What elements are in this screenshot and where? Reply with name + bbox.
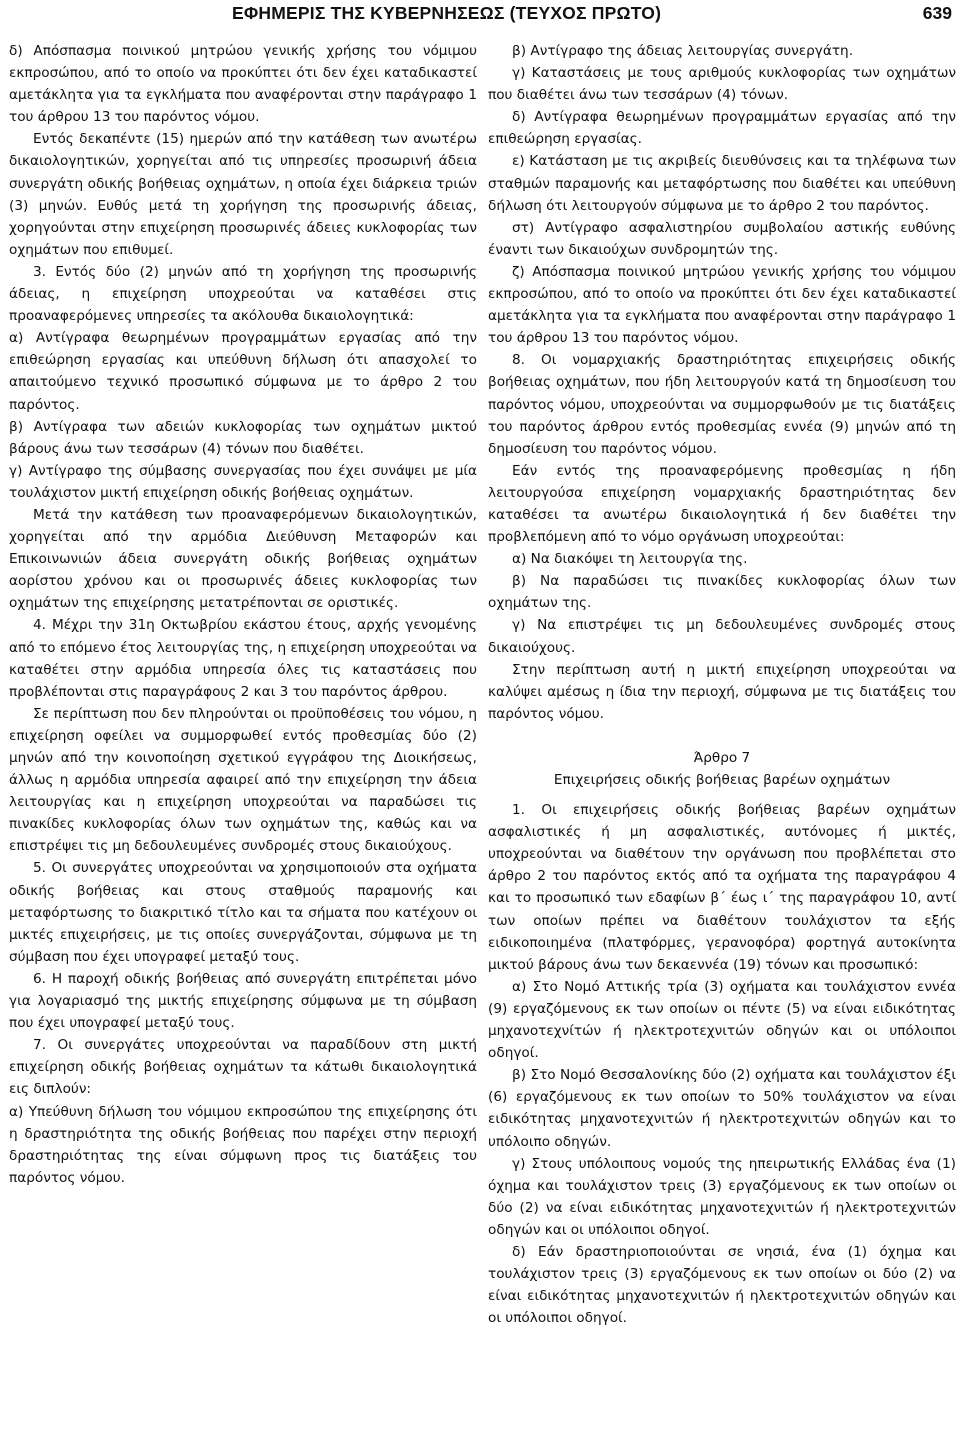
right-column: [488, 40, 956, 1425]
article-number: Άρθρο 7: [693, 749, 751, 766]
paragraph: 8. Οι νομαρχιακής δραστηριότητας επιχειρήσεις οδικής βοήθειας οχημάτων, που ήδη λειτουργούν κατά τη δημοσίευση του παρόντος νόμου, υποχρεούνται να συμμορφωθούν με τις διατάξεις του παρόντος άρθρου εντός προθεσμίας εννέα (9) μηνών από τη δημοσίευση του παρόντος νόμου.: [488, 352, 956, 457]
paragraph: α) Στο Νομό Αττικής τρία (3) οχήματα και τουλάχιστον εννέα (9) εργαζόμενους εκ των οποίων οι πέντε (5) να είναι ειδικότητας μηχανοτεχνίτών ή ηλεκτροτεχνιτών οδηγών και οι υπόλοιποι οδηγοί.: [488, 978, 956, 1062]
article-title: Επιχειρήσεις οδικής βοήθειας βαρέων οχημάτων: [553, 772, 891, 788]
paragraph: δ) Αντίγραφα θεωρημένων προγραμμάτων εργασίας από την επιθεώρηση εργασίας.: [488, 109, 956, 148]
paragraph: 5. Οι συνεργάτες υποχρεούνται να χρησιμοποιούν στα οχήματα οδικής βοήθειας και στους σταθμούς παραμονής και μεταφόρτωσης το διακριτικό τίτλο και τα σήματα που κατέχουν οι μικτές επιχειρήσεις, με τις οποίες συνεργάζονται, σύμφωνα με τη σύμβαση που έχει υπογραφεί μεταξύ τους.: [9, 860, 477, 965]
paragraph: στ) Αντίγραφο ασφαλιστηρίου συμβολαίου αστικής ευθύνης έναντι των δικαιούχων συνδρομητών της.: [488, 219, 956, 258]
paragraph: 7. Οι συνεργάτες υποχρεούνται να παραδίδουν στη μικτή επιχείρηση οδικής βοήθειας οχημάτων τα κάτωθι δικαιολογητικά εις διπλούν:: [9, 1037, 477, 1098]
paragraph: 4. Μέχρι την 31η Οκτωβρίου εκάστου έτους, αρχής γενομένης από το επόμενο έτος λειτουργίας της, η επιχείρηση υποχρεούται να καταθέτει στην αρμόδια υπηρεσία όλες τις καταστάσεις που προβλέπονται στις παραγράφους 2 και 3 του παρόντος άρθρου.: [9, 617, 477, 700]
page-number: 639: [922, 3, 952, 23]
paragraph: α) Να διακόψει τη λειτουργία της.: [512, 551, 748, 568]
paragraph: γ) Αντίγραφο της σύμβασης συνεργασίας που έχει συνάψει με μία τουλάχιστον μικτή επιχείρηση οδικής βοήθειας οχημάτων.: [9, 462, 477, 501]
paragraph: Εντός δεκαπέντε (15) ημερών από την κατάθεση των ανωτέρω δικαιολογητικών, χορηγείται από τις υπηρεσίες προσωρινή άδεια συνεργάτη οδικής βοήθειας οχημάτων, η οποία έχει διάρκεια τριών (3) μηνών. Ευθύς μετά τη χορήγηση της προσωρινής άδειας, χορηγούνται στην επιχείρηση προσωρινές άδειες κυκλοφορίας των οχημάτων που επιθυμεί.: [9, 131, 477, 258]
paragraph: γ) Καταστάσεις με τους αριθμούς κυκλοφορίας των οχημάτων που διαθέτει άνω των τεσσάρων (4) τόνων.: [488, 65, 956, 104]
paragraph: β) Να παραδώσει τις πινακίδες κυκλοφορίας όλων των οχημάτων της.: [488, 573, 956, 612]
paragraph: γ) Στους υπόλοιπους νομούς της ηπειρωτικής Ελλάδας ένα (1) όχημα και τουλάχιστον τρεις (3) εργαζόμενους εκ των οποίων οι δύο (2) να είναι ειδικότητας μηχανοτεχνιτών ή ηλεκτροτεχνιτών οδηγών και οι υπόλοιποι οδηγοί.: [488, 1155, 956, 1238]
paragraph: Μετά την κατάθεση των προαναφερόμενων δικαιολογητικών, χορηγείται από την αρμόδια Διεύθυνση Μεταφορών και Επικοινωνιών άδεια συνεργάτη οδικής βοήθειας οχημάτων αορίστου χρόνου και οι προσωρινές άδειες κυκλοφορίας των οχημάτων της επιχείρησης μετατρέπονται σε οριστικές.: [9, 506, 477, 612]
paragraph: δ) Απόσπασμα ποινικού μητρώου γενικής χρήσης του νόμιμου εκπροσώπου, από το οποίο να προκύπτει ότι δεν έχει καταδικαστεί αμετάκλητα για τα εγκλήματα που αναφέρονται στην παράγραφο 1 του άρθρου 13 του παρόντος νόμου.: [9, 43, 477, 126]
paragraph: α) Υπεύθυνη δήλωση του νόμιμου εκπροσώπου της επιχείρησης ότι η δραστηριότητα της οδικής βοήθειας που παρέχει στην περιοχή δραστηριότητας της είναι σύμφωνη προς τις διατάξεις του παρόντος νόμου.: [9, 1103, 477, 1186]
paragraph: β) Αντίγραφο της άδειας λειτουργίας συνεργάτη.: [512, 43, 854, 59]
paragraph: 1. Οι επιχειρήσεις οδικής βοήθειας βαρέων οχημάτων ασφαλιστικές ή μη ασφαλιστικές, αυτόνομες ή μικτές, υποχρεούνται να διαθέτουν την οργάνωση που προβλέπεται στο άρθρο 2 του παρόντος εκτός από τα οχήματα της παραγράφου 4 και το προσωπικό των εδαφίων β΄ έως ι΄ της παραγράφου 10, αντί των οποίων πρέπει να διαθέτουν τουλάχιστον τα εξής ειδικοποιημένα (πλατφόρμες, γερανοφόρα) φορτηγά αυτοκίνητα μικτού βάρους άνω των δεκαεννέα (19) τόνων και προσωπικό:: [488, 802, 956, 973]
page-header: [0, 0, 960, 30]
paragraph: γ) Να επιστρέψει τις μη δεδουλευμένες συνδρομές στους δικαιούχους.: [488, 617, 956, 656]
paragraph: ζ) Απόσπασμα ποινικού μητρώου γενικής χρήσης του νόμιμου εκπροσώπου, από το οποίο να προκύπτει ότι δεν έχει καταδικαστεί αμετάκλητα για τα εγκλήματα που αναφέρονται στην παράγραφο 1 του άρθρου 13 του παρόντος νόμου.: [488, 263, 956, 347]
paragraph: β) Αντίγραφα των αδειών κυκλοφορίας των οχημάτων μικτού βάρους άνω των τεσσάρων (4) τόνων που διαθέτει.: [9, 418, 477, 457]
paragraph: δ) Εάν δραστηριοποιούνται σε νησιά, ένα (1) όχημα και τουλάχιστον τρεις (3) εργαζόμενους εκ των οποίων οι δύο (2) να είναι ειδικότητας μηχανοτεχνιτών ή ηλεκτροτεχνιτών οδηγών και οι υπόλοιποι οδηγοί.: [488, 1243, 956, 1327]
paragraph: 6. Η παροχή οδικής βοήθειας από συνεργάτη επιτρέπεται μόνο για λογαριασμό της μικτής επιχείρησης σύμφωνα με τη σύμβαση που έχει υπογραφεί μεταξύ τους.: [9, 970, 477, 1032]
paragraph: Στην περίπτωση αυτή η μικτή επιχείρηση υποχρεούται να καλύψει αμέσως η ίδια την περιοχή, σύμφωνα με τις διατάξεις του παρόντος νόμου.: [488, 661, 956, 722]
paragraph: Σε περίπτωση που δεν πληρούνται οι προϋποθέσεις του νόμου, η επιχείρηση οφείλει να συμμορφωθεί εντός προθεσμίας δύο (2) μηνών από την κοινοποίηση σχετικού εγγράφου της Διοικήσεως, άλλως η αρμόδια υπηρεσία αφαιρεί από την επιχείρηση την άδεια λειτουργίας και η επιχείρηση υποχρεούται να παραδώσει τις πινακίδες κυκλοφορίας όλων των οχημάτων της, καθώς και να επιστρέψει τις μη δεδουλευμένες συνδρομές στους δικαιούχους.: [9, 705, 477, 855]
paragraph: Εάν εντός της προαναφερόμενης προθεσμίας η ήδη λειτουργούσα επιχείρηση νομαρχιακής δραστηριότητας δεν καταθέσει τα ανωτέρω δικαιολογητικά ή δεν διαθέτει την προβλεπόμενη από το νόμο οργάνωση υποχρεούται:: [488, 462, 956, 546]
journal-title: ΕΦΗΜΕΡΙΣ ΤΗΣ ΚΥΒΕΡΝΗΣΕΩΣ (ΤΕΥΧΟΣ ΠΡΩΤΟ): [232, 3, 662, 23]
paragraph: 3. Εντός δύο (2) μηνών από τη χορήγηση της προσωρινής άδειας, η επιχείρηση υποχρεούται να καταθέσει στις προαναφερόμενες υπηρεσίες τα ακόλουθα δικαιολογητικά:: [9, 263, 477, 325]
paragraph: ε) Κατάσταση με τις ακριβείς διευθύνσεις και τα τηλέφωνα των σταθμών παραμονής και μεταφόρτωσης που διαθέτει και υπεύθυνη δήλωση ότι λειτουργούν σύμφωνα με το άρθρο 2 του παρόντος.: [488, 153, 956, 214]
paragraph: β) Στο Νομό Θεσσαλονίκης δύο (2) οχήματα και τουλάχιστον έξι (6) εργαζόμενους εκ των οποίων το 50% τουλάχιστον να είναι ειδικότητας μηχανοτεχνιτών ή ηλεκτροτεχνιτών οδηγών και το υπόλοιπο οδηγών.: [488, 1067, 956, 1150]
left-column: [9, 40, 477, 1425]
paragraph: α) Αντίγραφα θεωρημένων προγραμμάτων εργασίας από την επιθεώρηση εργασίας και υπεύθυνη δήλωση ότι απασχολεί το απαιτούμενο τεχνικό προσωπικό σύμφωνα με το άρθρο 2 του παρόντος.: [9, 330, 477, 413]
